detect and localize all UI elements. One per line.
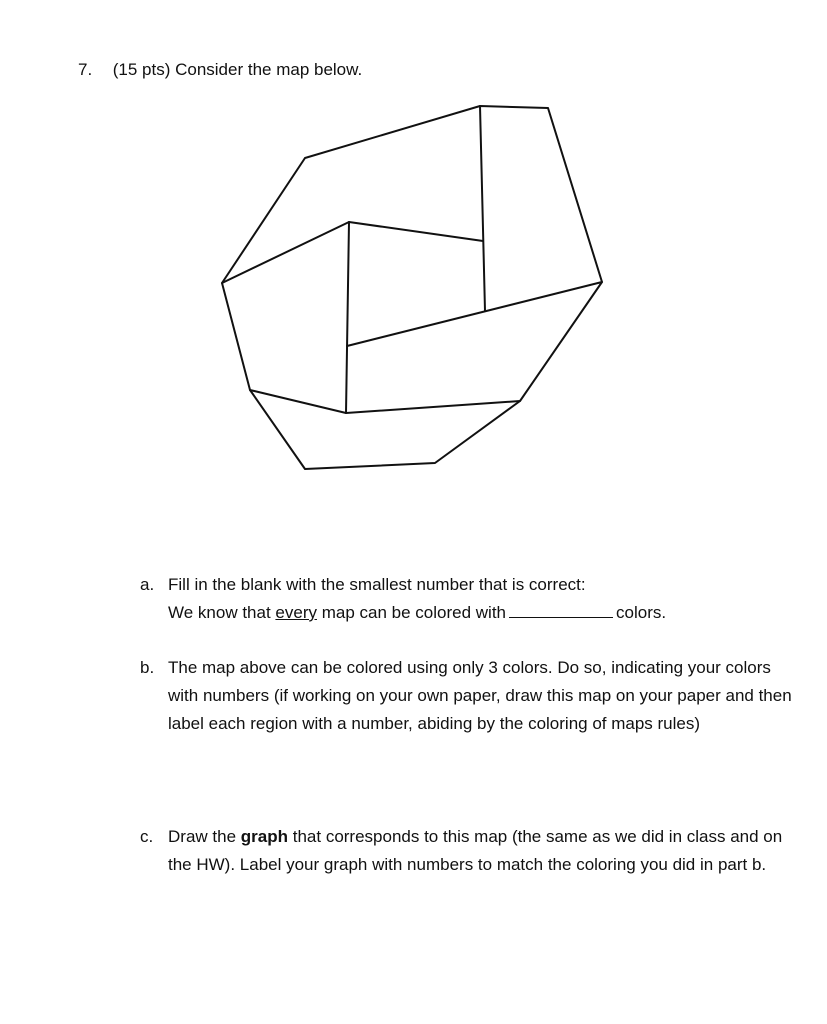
map-edge (346, 401, 520, 413)
map-edge (222, 222, 349, 283)
part-a-line1: Fill in the blank with the smallest number that is correct: (168, 575, 586, 594)
map-edge (346, 222, 349, 413)
map-edge (349, 222, 483, 241)
part-a-text: We know that (168, 603, 271, 622)
question-text: (15 pts) Consider the map below. (112, 60, 363, 79)
part-b (140, 654, 800, 738)
part-c-label: c. (140, 827, 154, 846)
part-b-label: b. (140, 658, 155, 677)
part-a-text: colors. (616, 603, 667, 622)
part-a-emphasis: every (275, 603, 317, 622)
part-c-text (168, 823, 800, 879)
part-c-text-before: Draw the (168, 827, 237, 846)
part-c-bold: graph (240, 827, 288, 846)
part-a-label: a. (140, 575, 155, 594)
part-a-text: map can be colored with (321, 603, 507, 622)
map-outer-boundary (222, 106, 602, 469)
part-a-line2 (168, 599, 800, 627)
part-c (140, 823, 800, 879)
part-c-text-after: that corresponds to this map (the same as we did in class and on the HW). Label your graph with numbers to match the coloring you did in part b. (168, 827, 783, 874)
part-b-text: The map above can be colored using only 3 colors. Do so, indicating your colors with numbers (if working on your own paper, draw this map on your paper and then label each region with a number, abiding by the coloring of maps rules) (168, 658, 792, 733)
map-edge (480, 106, 485, 311)
part-a (140, 571, 800, 627)
answer-blank[interactable] (509, 599, 613, 618)
question-number: 7. (78, 60, 93, 79)
